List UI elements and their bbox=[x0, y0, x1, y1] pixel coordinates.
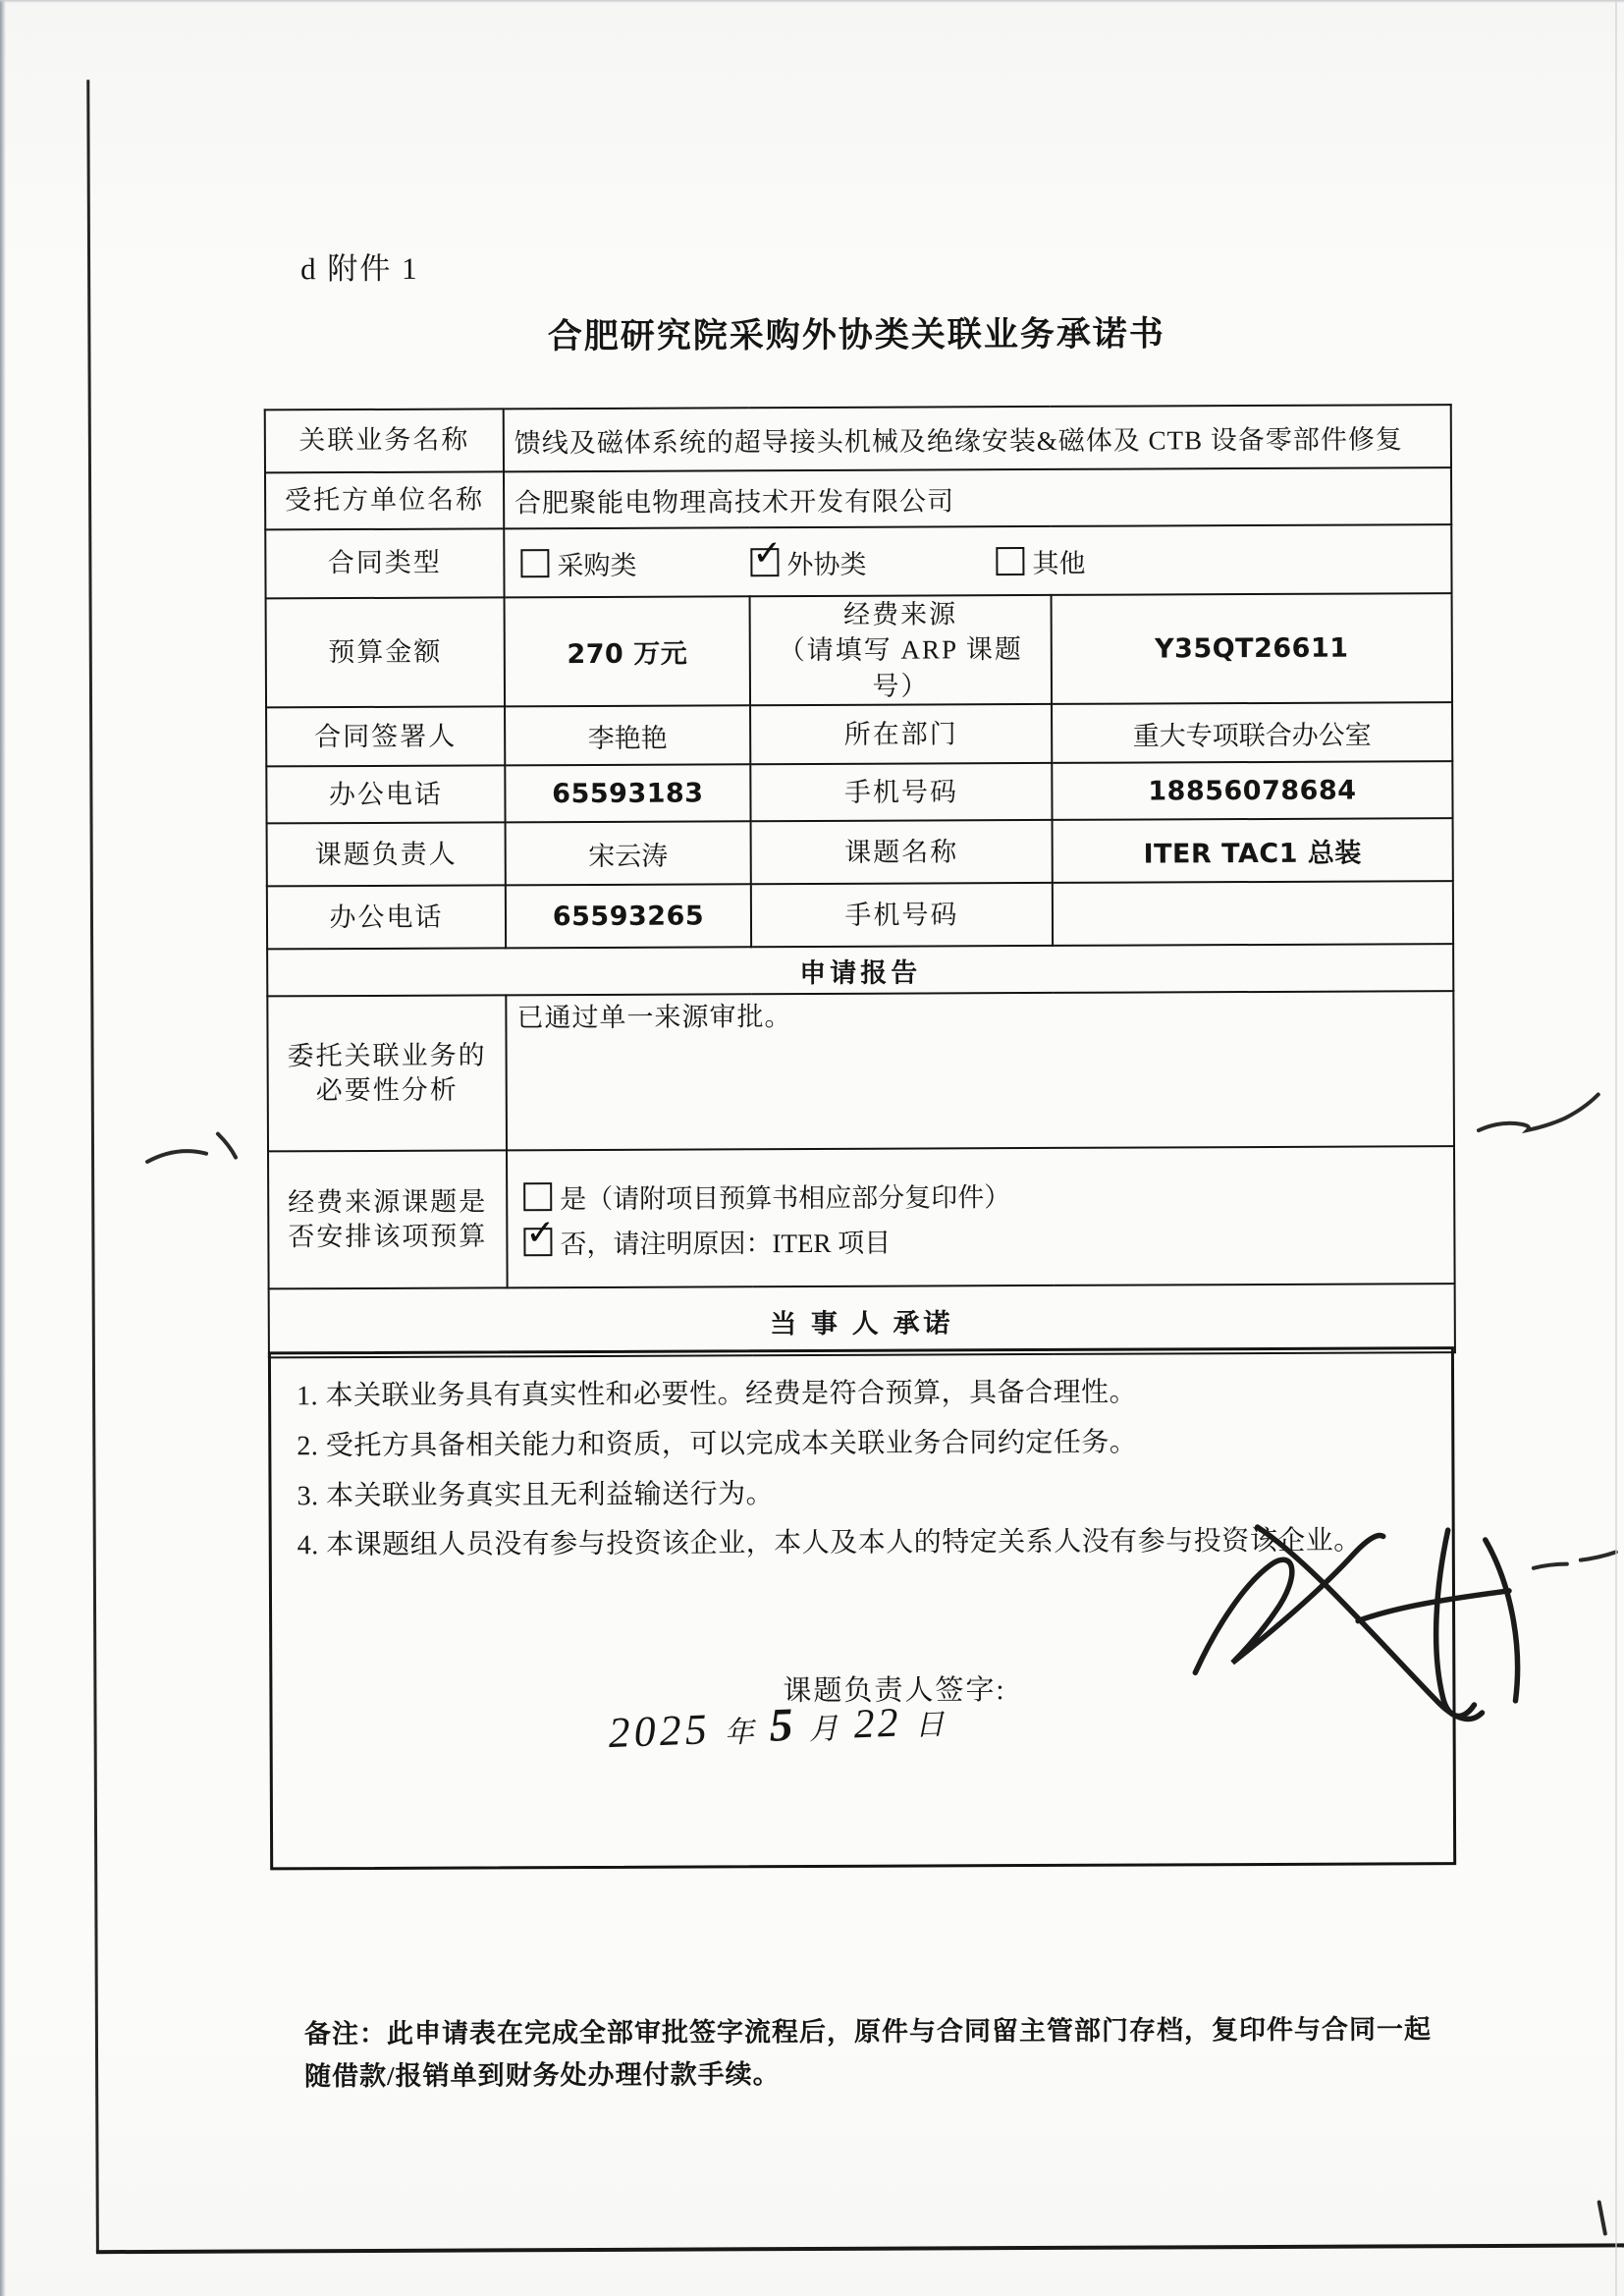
row-budget bbox=[266, 593, 1452, 708]
checkbox-checked-icon bbox=[750, 532, 783, 576]
row-report-header bbox=[267, 944, 1453, 996]
option-purchase bbox=[520, 543, 636, 582]
commitment-item: 1. 本关联业务具有真实性和必要性。经费是符合预算，具备合理性。 bbox=[297, 1377, 1138, 1412]
section-header: 当 事 人 承诺 bbox=[269, 1284, 1455, 1357]
mobile-label: 手机号码 bbox=[751, 883, 1053, 947]
row-contract-type bbox=[265, 524, 1451, 598]
date-month-unit: 月 bbox=[808, 1712, 841, 1747]
field-label: 合同签署人 bbox=[266, 707, 505, 767]
contract-type-options bbox=[514, 532, 1440, 582]
option-label: 采购类 bbox=[557, 550, 637, 580]
option-other bbox=[996, 541, 1085, 579]
scan-edge-right bbox=[1615, 0, 1617, 2296]
option-yes bbox=[523, 1174, 1443, 1216]
field-label: 合同类型 bbox=[265, 528, 504, 598]
row-necessity bbox=[267, 991, 1454, 1151]
photocopy-edge-line-vertical bbox=[86, 80, 99, 2252]
project-name-value: ITER TAC1 总装 bbox=[1053, 818, 1453, 883]
field-label: 办公电话 bbox=[266, 766, 505, 824]
date-year: 2025 bbox=[607, 1705, 712, 1758]
mobile-value bbox=[1053, 881, 1453, 946]
mobile-value: 18856078684 bbox=[1052, 761, 1452, 820]
signer-name: 李艳艳 bbox=[505, 706, 750, 766]
pen-dash-right-2 bbox=[1581, 1552, 1616, 1559]
row-project-leader bbox=[267, 818, 1453, 886]
scan-edge-left bbox=[0, 0, 6, 2296]
attachment-label: d 附件 1 bbox=[300, 250, 419, 287]
signature-label: 课题负责人签字: bbox=[783, 1674, 1006, 1708]
row-trustee bbox=[265, 467, 1451, 529]
date-day: 22 bbox=[852, 1700, 902, 1748]
date-day-unit: 日 bbox=[914, 1708, 947, 1742]
checkbox-unchecked-icon bbox=[996, 547, 1024, 575]
option-label: 其他 bbox=[1032, 548, 1086, 578]
option-label: 外协类 bbox=[786, 549, 867, 579]
project-name-label: 课题名称 bbox=[751, 820, 1053, 884]
option-label: 否，请注明原因：ITER 项目 bbox=[560, 1228, 892, 1259]
pen-dash-left bbox=[147, 1151, 206, 1162]
photocopy-edge-line-horizontal bbox=[96, 2243, 1624, 2254]
field-label: 课题负责人 bbox=[267, 823, 506, 887]
date-month: 5 bbox=[768, 1698, 796, 1752]
pen-squiggle-right bbox=[1479, 1095, 1598, 1131]
commitment-box bbox=[268, 1346, 1456, 1870]
date-year-unit: 年 bbox=[724, 1716, 757, 1750]
field-value: 馈线及磁体系统的超导接头机械及绝缘安装&磁体及 CTB 设备零部件修复 bbox=[504, 405, 1451, 471]
field-label: 关联业务名称 bbox=[265, 409, 504, 472]
row-office-phone-2 bbox=[267, 881, 1453, 949]
commitment-item: 3. 本关联业务真实且无利益输送行为。 bbox=[297, 1478, 775, 1511]
check-mark-icon: ✓ bbox=[525, 1212, 556, 1254]
field-label: 预算金额 bbox=[266, 597, 505, 707]
field-value: 合肥聚能电物理高技术开发有限公司 bbox=[504, 467, 1451, 528]
row-signer bbox=[266, 702, 1452, 766]
funding-source-label: 经费来源 （请填写 ARP 课题号） bbox=[750, 595, 1052, 706]
leader-name: 宋云涛 bbox=[506, 822, 751, 886]
footer-note: 备注：此申请表在完成全部审批签字流程后，原件与合同留主管部门存档，复印件与合同一起随借款/报销单到财务处办理付款手续。 bbox=[303, 2014, 1432, 2092]
option-no bbox=[523, 1212, 1443, 1261]
field-label: 经费来源课题是否安排该项预算 bbox=[268, 1151, 508, 1289]
dept-value: 重大专项联合办公室 bbox=[1052, 702, 1452, 763]
office-phone-value: 65593183 bbox=[505, 765, 750, 823]
mobile-label: 手机号码 bbox=[750, 763, 1052, 821]
row-office-phone-1 bbox=[266, 761, 1452, 823]
arp-project-number: Y35QT26611 bbox=[1052, 593, 1452, 704]
checkbox-unchecked-icon bbox=[523, 1182, 552, 1211]
row-budget-arranged bbox=[268, 1146, 1455, 1288]
option-label: 是（请附项目预算书相应部分复印件） bbox=[560, 1181, 1011, 1214]
commitment-item: 2. 受托方具备相关能力和资质，可以完成本关联业务合同约定任务。 bbox=[297, 1427, 1138, 1462]
option-outsourcing bbox=[750, 532, 867, 581]
pen-tick-bottom-right bbox=[1599, 2202, 1605, 2233]
commitment-item: 4. 本课题组人员没有参与投资该企业，本人及本人的特定关系人没有参与投资该企业。 bbox=[297, 1525, 1362, 1561]
row-business-name bbox=[265, 405, 1451, 472]
scan-edge-top bbox=[0, 0, 1624, 3]
necessity-value: 已通过单一来源审批。 bbox=[506, 991, 1454, 1150]
field-label: 受托方单位名称 bbox=[265, 471, 504, 529]
budget-value: 270 万元 bbox=[505, 596, 750, 706]
dept-label: 所在部门 bbox=[750, 704, 1052, 764]
office-phone-value: 65593265 bbox=[506, 885, 751, 949]
pen-tick-left bbox=[218, 1134, 236, 1158]
checkbox-unchecked-icon bbox=[520, 549, 549, 577]
check-mark-icon: ✓ bbox=[752, 532, 783, 574]
form-table bbox=[264, 404, 1456, 1359]
document-title: 合肥研究院采购外协类关联业务承诺书 bbox=[547, 314, 1165, 356]
handwritten-date bbox=[608, 1691, 961, 1759]
field-label: 办公电话 bbox=[267, 886, 506, 950]
section-header: 申请报告 bbox=[267, 944, 1453, 996]
field-label: 委托关联业务的必要性分析 bbox=[267, 996, 507, 1152]
handwritten-signature bbox=[1185, 1497, 1559, 1754]
checkbox-checked-icon bbox=[523, 1212, 556, 1256]
